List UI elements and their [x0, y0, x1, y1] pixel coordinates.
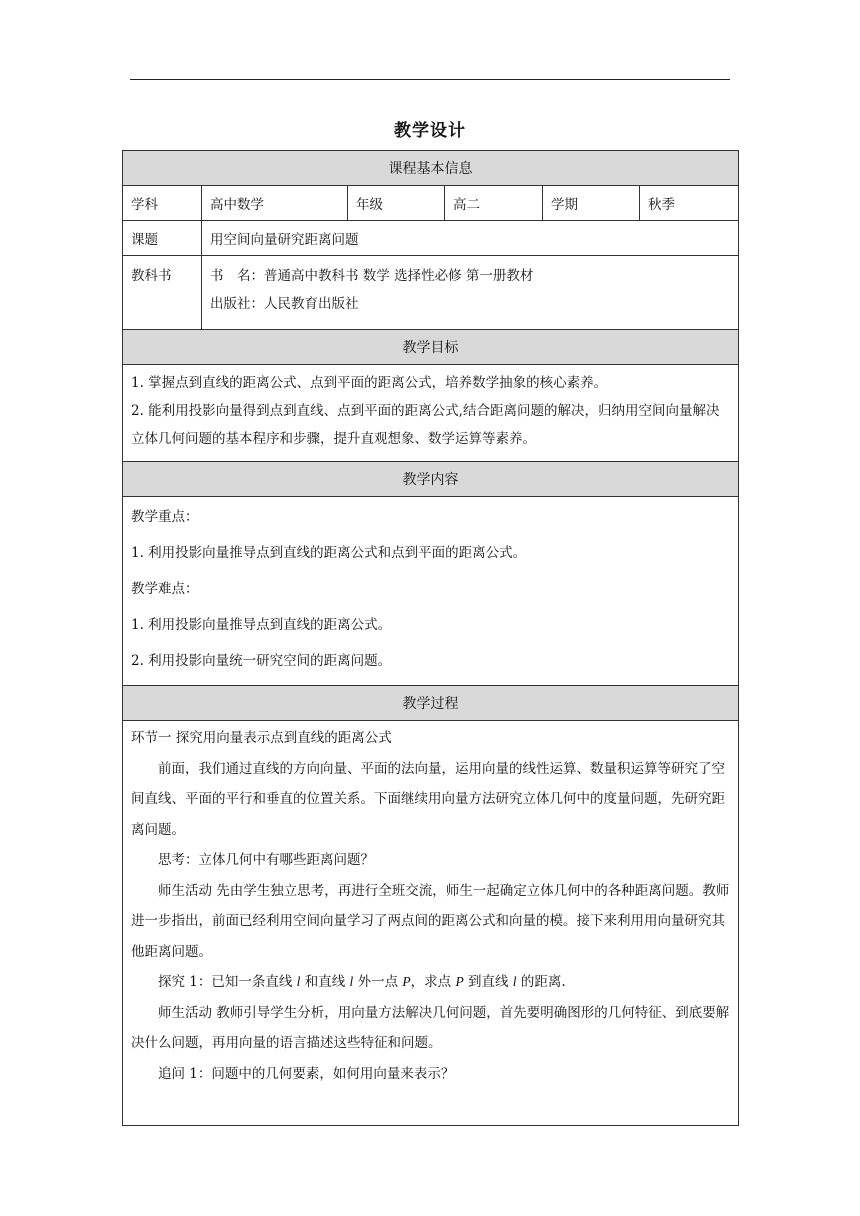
content-header: 教学内容: [123, 462, 739, 497]
process-header: 教学过程: [123, 686, 739, 721]
textbook-publisher: 出版社：人民教育出版社: [210, 296, 359, 312]
exploration-text: 和直线: [300, 974, 350, 990]
process-section-title: 环节一 探究用向量表示点到直线的距离公式: [131, 730, 392, 746]
textbook-info: [202, 256, 739, 330]
basic-info-header: 课程基本信息: [123, 151, 739, 186]
subject-row: [123, 186, 739, 221]
exploration-text: 探究 1：已知一条直线: [158, 974, 297, 990]
exploration-text: 到直线: [463, 974, 513, 990]
objectives-header: 教学目标: [123, 330, 739, 365]
math-variable: l: [349, 974, 354, 989]
math-variable: P: [402, 974, 411, 989]
exploration-1: [131, 967, 730, 998]
header-rule: [130, 79, 730, 80]
process-header-row: [123, 686, 739, 721]
objectives-header-row: [123, 330, 739, 365]
think-question: 思考：立体几何中有哪些距离问题？: [158, 852, 374, 868]
term-value: 秋季: [640, 186, 739, 221]
process-paragraph: 前面，我们通过直线的方向向量、平面的法向量，运用向量的线性运算、数量积运算等研究了空间直线、平面的平行和垂直的位置关系。下面继续用向量方法研究立体几何中的度量问题，先研究距离问题。: [131, 760, 725, 838]
subject-label: 学科: [123, 186, 202, 221]
math-variable: l: [296, 974, 301, 989]
subject-value: 高中数学: [202, 186, 348, 221]
grade-value: 高二: [445, 186, 543, 221]
follow-up-question: 追问 1：问题中的几何要素，如何用向量来表示？: [158, 1065, 455, 1082]
math-variable: P: [455, 974, 464, 989]
content-body: [123, 497, 739, 686]
exploration-text: 外一点: [353, 974, 403, 990]
topic-label: 课题: [123, 221, 202, 256]
difficult-point-item: 1. 利用投影向量推导点到直线的距离公式。: [131, 617, 392, 633]
math-variable: l: [512, 974, 517, 989]
lesson-design-table: [122, 150, 739, 1126]
objective-item: 1. 掌握点到直线的距离公式、点到平面的距离公式，培养数学抽象的核心素养。: [131, 375, 608, 391]
objective-item: 2. 能利用投影向量得到点到直线、点到平面的距离公式,结合距离问题的解决，归纳用空间向量解决立体几何问题的基本程序和步骤，提升直观想象、数学运算等素养。: [131, 403, 720, 447]
term-label: 学期: [543, 186, 640, 221]
content-row: [123, 497, 739, 686]
exploration-text: ，求点: [410, 974, 456, 990]
difficult-points-label: 教学难点：: [131, 581, 199, 597]
process-paragraph: 师生活动 先由学生独立思考，再进行全班交流，师生一起确定立体几何中的各种距离问题。教师进一步指出，前面已经利用空间向量学习了两点间的距离公式和向量的模。接下来利用用向量研究其他距离问题。: [131, 882, 730, 960]
process-row: [123, 721, 739, 1126]
objectives-body: [123, 365, 739, 462]
difficult-point-item: 2. 利用投影向量统一研究空间的距离问题。: [131, 653, 392, 669]
topic-row: [123, 221, 739, 256]
grade-label: 年级: [348, 186, 445, 221]
key-points-label: 教学重点：: [131, 509, 199, 525]
process-body: [123, 721, 739, 1126]
document-title: 教学设计: [394, 121, 466, 141]
process-paragraph: 师生活动 教师引导学生分析，用向量方法解决几何问题，首先要明确图形的几何特征、到底要解决什么问题，再用向量的语言描述这些特征和问题。: [131, 1004, 730, 1051]
exploration-text: 的距离.: [516, 974, 566, 990]
basic-info-header-row: [123, 151, 739, 186]
key-point-item: 1. 利用投影向量推导点到直线的距离公式和点到平面的距离公式。: [131, 545, 527, 561]
textbook-label: 教科书: [123, 256, 202, 330]
textbook-row: [123, 256, 739, 330]
textbook-name: 书 名：普通高中教科书 数学 选择性必修 第一册教材: [210, 268, 534, 284]
content-header-row: [123, 462, 739, 497]
topic-value: 用空间向量研究距离问题: [202, 221, 739, 256]
objectives-row: [123, 365, 739, 462]
